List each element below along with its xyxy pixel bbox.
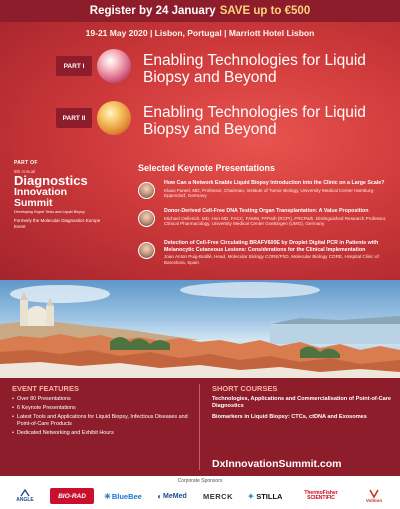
discount-text: SAVE up to €500 [219,5,311,17]
track-2-title: Enabling Technologies for Liquid Biopsy and Beyond [143,104,366,138]
sponsor-name: MeMed [163,492,187,500]
keynotes-heading: Selected Keynote Presentations [138,163,276,173]
stilla-drop-icon: ✦ [247,491,255,501]
short-courses-list [212,396,394,424]
angle-mark-icon [20,489,30,497]
keynote-title: Donor-Derived Cell-Free DNA Testing Organ Transplantation: A Value Proposition [164,208,369,214]
sponsor-name: STILLA [256,491,283,501]
sponsor-name: BlueBee [111,491,142,501]
register-deadline: Register by 24 January [89,5,216,17]
lisbon-cityscape-photo [0,280,400,378]
keynote-title: How Can a Network Enable Liquid Biopsy Introduction into the Clinic on a Large Scale? [164,180,385,186]
cityscape-illustration [0,280,400,378]
thermofisher-logo [292,488,350,504]
sponsors-bar [0,476,400,509]
event-features-heading: EVENT FEATURES [12,384,79,393]
angle-logo [6,488,44,504]
keynote-title: Detection of Cell-Free Circulating BRAFV600E by Droplet Digital PCR in Patients with Melanocytic Cutaneous Lesions: Considerations for the Clinical Implementation [164,240,379,253]
website-link[interactable]: DxInnovationSummit.com [212,458,342,470]
list-item: • 6 Keynote Presentations [12,405,194,412]
event-features-list [12,396,194,439]
annual-label: 8th Annual [14,169,36,174]
bluebee-logo [100,488,146,504]
logo-line-1: Diagnostics [14,173,88,188]
bio-rad-logo [50,488,94,504]
sponsor-name: ANGLE [16,497,34,503]
list-item: • Dedicated Networking and Exhibit Hours [12,430,194,437]
logo-line-3: Summit [14,197,53,209]
section-divider [199,384,200,470]
logo-line-2: Innovation [14,186,68,198]
event-dateline: 19-21 May 2020 | Lisbon, Portugal | Marriott Hotel Lisbon [85,28,315,38]
short-courses-heading: SHORT COURSES [212,384,278,393]
volition-v-icon [369,489,379,498]
keynote-speaker: Joan Anton Puig-Butillé, Head, Molecular Biology CORE/PhD, Molecular Biology CORE, Hospital Clinic of Barcelona, Spain [164,254,379,265]
bluebee-star-icon: ✳ [104,491,111,501]
keynote-speaker: Michael Oellerich, MD, Hon MD, FACC, FAMM, FFPath (RCPI), FRCPath, Distinguished Research Professor, Clinical Pharmacology, University Medical Center Goettingen (UMG), Germany [164,215,387,227]
memed-logo [150,488,194,504]
registration-banner[interactable] [0,0,400,22]
track-2-part-badge: PART II [56,108,92,128]
part-of-label: PART OF [14,160,38,166]
technology-orb-icon [97,101,131,135]
summit-logo [14,160,110,229]
track-1-part-badge: PART I [56,56,92,76]
formerly-note: Formerly the Molecular Diagnostics Europe Event [14,218,101,229]
track-1-title: Enabling Technologies for Liquid Biopsy and Beyond [143,52,366,86]
stilla-logo [242,488,288,504]
merck-logo [198,488,238,504]
sponsor-name: ThermoFisher SCIENTIFIC [304,489,338,501]
keynote-speaker: Klaus Pantel, MD, Professor, Chairman, Institute of Tumor Biology, University Medical Center Hamburg-Eppendorf, Germany [164,187,375,199]
liquid-biopsy-orb-icon [97,49,131,83]
list-item: • Latest Tools and Applications for Liquid Biopsy, Infectious Diseases and Point-of-Care Products [12,414,194,427]
speaker-photo [138,182,155,199]
list-item: • Over 80 Presentations [12,396,194,403]
info-section [0,378,400,476]
sponsor-name: MERCK [203,491,233,501]
list-item: Technologies, Applications and Commercialisation of Point-of-Care Diagnostics [212,396,392,409]
speaker-photo [138,242,155,259]
logo-tagline: Developing Rapid Tests and Liquid Biopsy [14,210,85,214]
list-item: Biomarkers in Liquid Biopsy: CTCs, ctDNA and Exosomes [212,413,367,420]
sponsor-name: Volition [365,498,383,503]
speaker-photo [138,210,155,227]
memed-circle-icon: ◐ [157,491,163,501]
volition-logo [354,488,394,504]
sponsor-name: BIO-RAD [58,492,86,500]
sponsors-label: Corporate Sponsors [177,478,223,484]
